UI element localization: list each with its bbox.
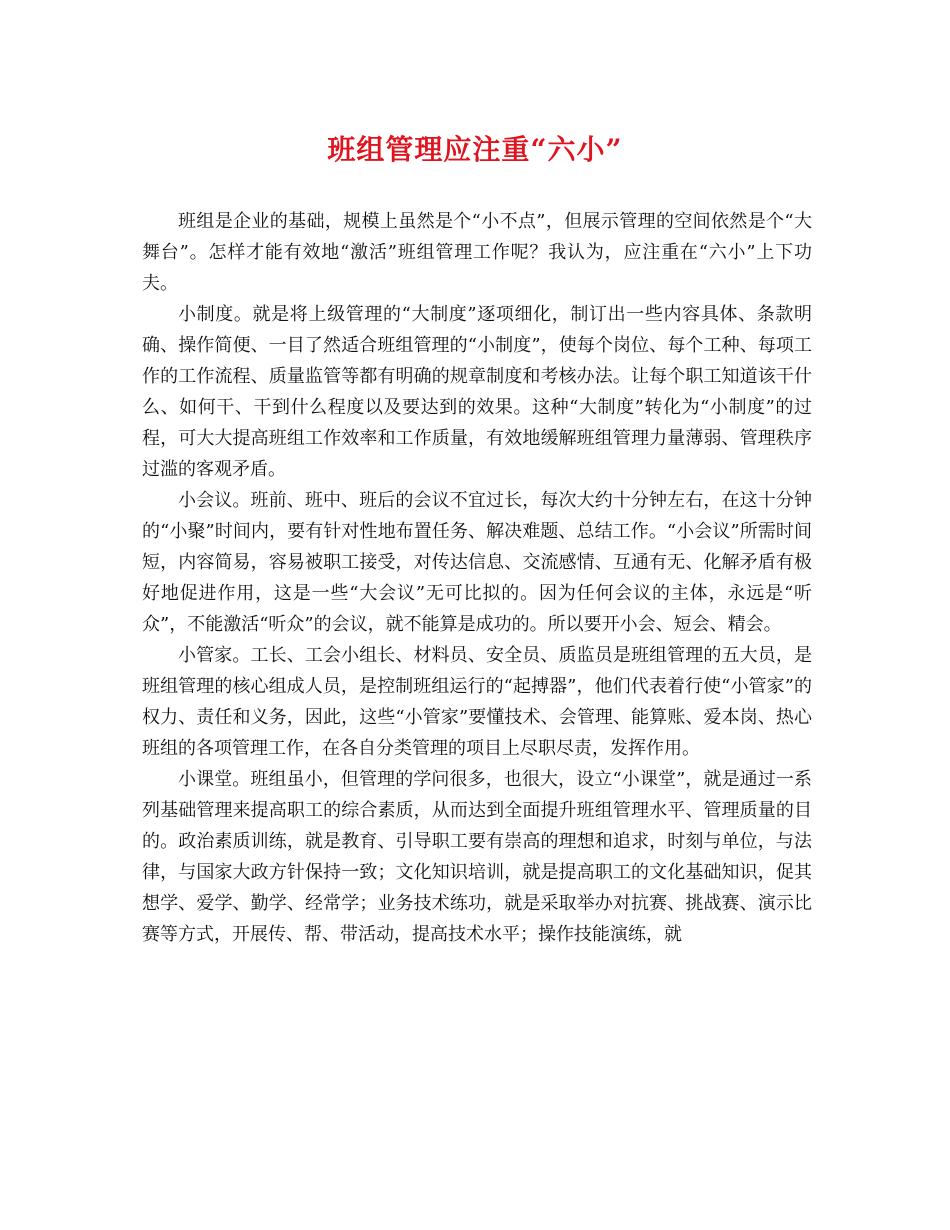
paragraph-small-steward: 小管家。工长、工会小组长、材料员、安全员、质监员是班组管理的五大员，是班组管理的核心组成人员，是控制班组运行的“起搏器”，他们代表着行使“小管家”的权力、责任和义务，因此，这些“小管家”要懂技术、会管理、能算账、爱本岗、热心班组的各项管理工作，在各自分类管理的项目上尽职尽责，发挥作用。 xyxy=(142,645,812,759)
paragraph-small-system: 小制度。就是将上级管理的“大制度”逐项细化，制订出一些内容具体、条款明确、操作简便、一目了然适合班组管理的“小制度”，使每个岗位、每个工种、每项工作的工作流程、质量监管等都有明确的规章制度和考核办法。让每个职工知道该干什么、如何干、干到什么程度以及要达到的效果。这种“大制度”转化为“小制度”的过程，可大大提高班组工作效率和工作质量，有效地缓解班组管理力量薄弱、管理秩序过滥的客观矛盾。 xyxy=(142,304,812,480)
document-body xyxy=(142,206,812,950)
paragraph-small-classroom: 小课堂。班组虽小，但管理的学问很多，也很大，设立“小课堂”，就是通过一系列基础管理来提高职工的综合素质，从而达到全面提升班组管理水平、管理质量的目的。政治素质训练，就是教育、引导职工要有崇高的理想和追求，时刻与单位，与法律，与国家大政方针保持一致；文化知识培训，就是提高职工的文化基础知识，促其想学、爱学、勤学、经常学；业务技术练功，就是采取举办对抗赛、挑战赛、演示比赛等方式，开展传、帮、带活动，提高技术水平；操作技能演练，就 xyxy=(142,769,812,945)
paragraph-intro: 班组是企业的基础，规模上虽然是个“小不点”，但展示管理的空间依然是个“大舞台”。怎样才能有效地“激活”班组管理工作呢？我认为，应注重在“六小”上下功夫。 xyxy=(142,211,812,294)
document-title: 班组管理应注重“六小” xyxy=(327,133,623,166)
paragraph-small-meeting: 小会议。班前、班中、班后的会议不宜过长，每次大约十分钟左右，在这十分钟的“小聚”时间内，要有针对性地布置任务、解决难题、总结工作。“小会议”所需时间短，内容简易，容易被职工接受，对传达信息、交流感情、互通有无、化解矛盾有极好地促进作用，这是一些“大会议”无可比拟的。因为任何会议的主体，永远是“听众”，不能激活“听众”的会议，就不能算是成功的。所以要开小会、短会、精会。 xyxy=(142,490,812,635)
